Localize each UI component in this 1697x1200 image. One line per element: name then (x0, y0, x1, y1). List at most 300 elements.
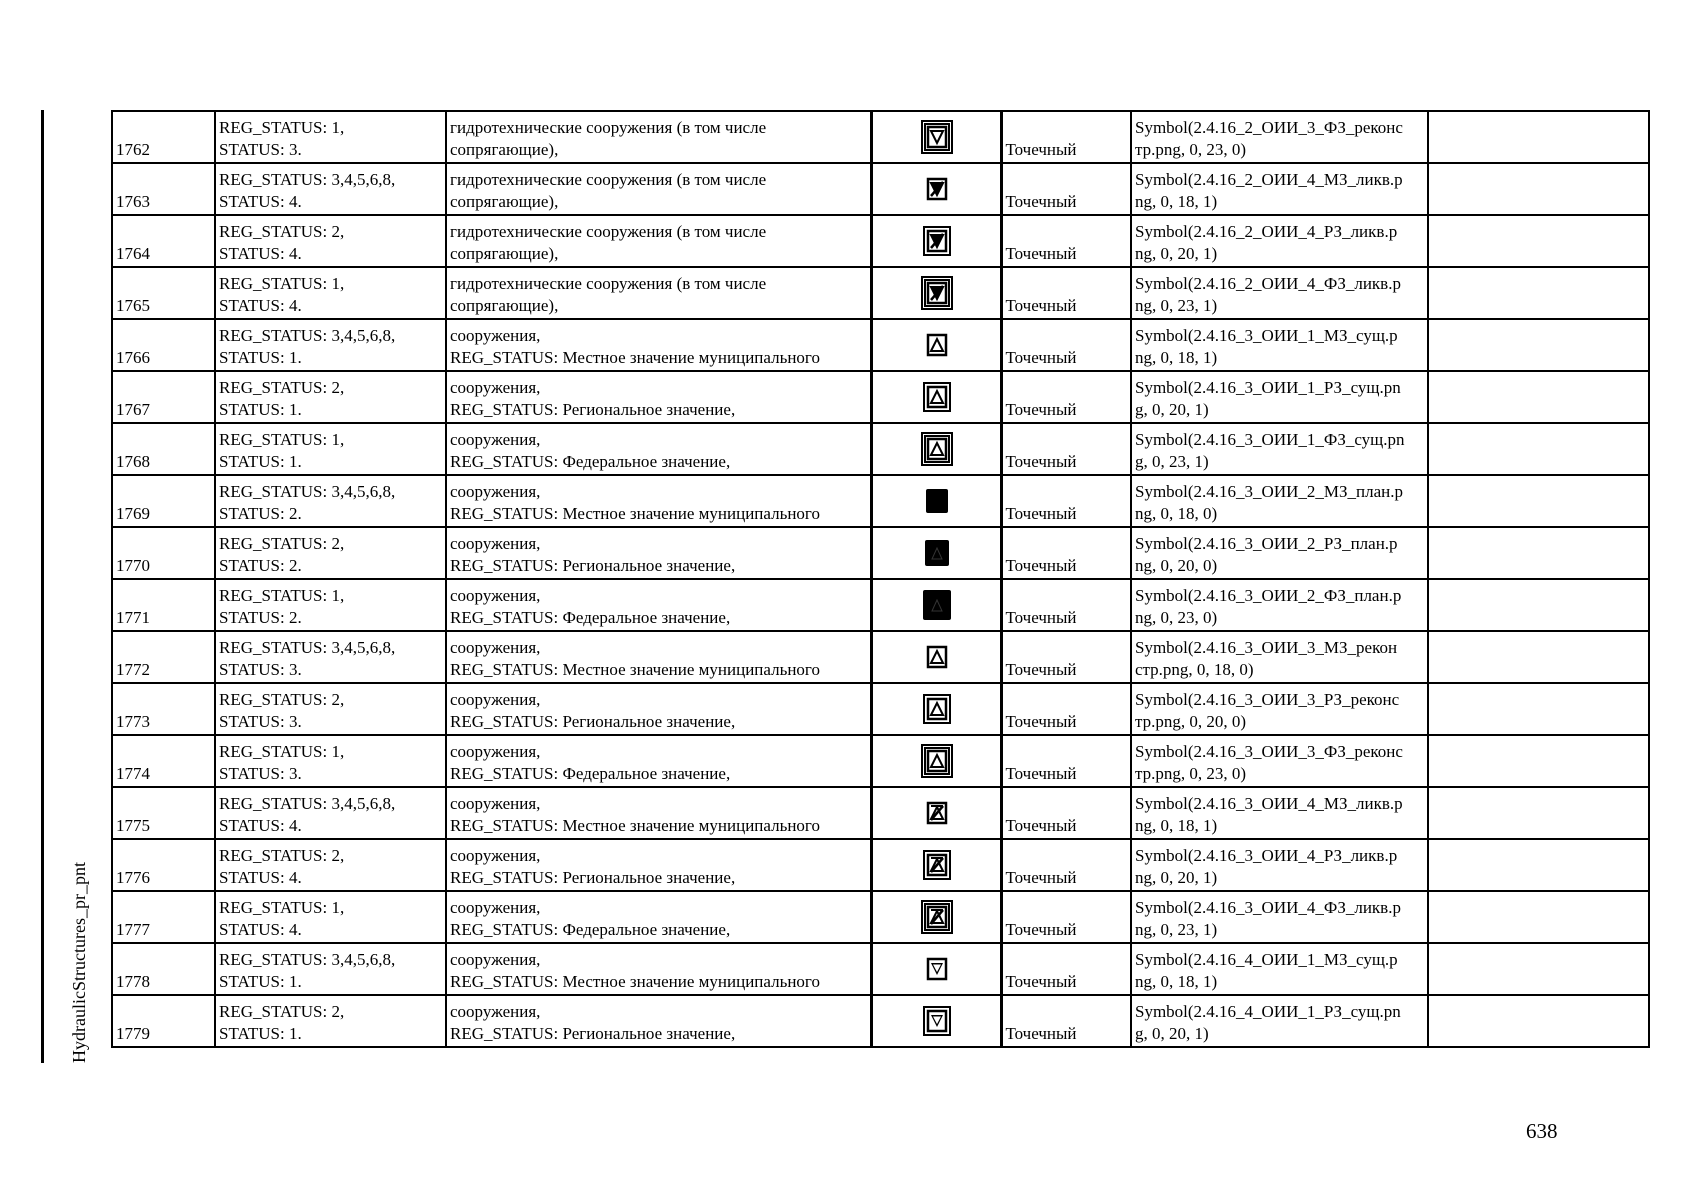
geometry-cell (1001, 215, 1131, 267)
geometry-cell (1001, 527, 1131, 579)
symbol-spec-line: ng, 0, 20, 0) (1135, 556, 1218, 575)
status-cell (215, 891, 446, 943)
geometry-type: Точечный (1005, 140, 1077, 159)
filled-square-federal-planned-icon (920, 587, 954, 623)
description-cell (446, 891, 871, 943)
reg-status-line: REG_STATUS: 3,4,5,6,8, (219, 638, 396, 657)
row-id-cell (112, 111, 215, 163)
row-id: 1762 (116, 140, 150, 159)
status-line: STATUS: 2. (219, 504, 302, 523)
empty-cell (1428, 371, 1649, 423)
status-cell (215, 475, 446, 527)
empty-cell (1428, 215, 1649, 267)
description-line: сооружения, (450, 690, 541, 709)
symbol-spec-line: ng, 0, 23, 0) (1135, 608, 1218, 627)
row-id: 1778 (116, 972, 150, 991)
symbol-spec-cell (1131, 423, 1428, 475)
status-cell (215, 319, 446, 371)
description-line: REG_STATUS: Федеральное значение, (450, 608, 731, 627)
symbol-spec-line: g, 0, 20, 1) (1135, 1024, 1209, 1043)
symbol-spec-line: Symbol(2.4.16_3_ОИИ_1_РЗ_сущ.pn (1135, 378, 1401, 397)
symbol-spec-line: ng, 0, 20, 1) (1135, 868, 1218, 887)
row-id-cell (112, 267, 215, 319)
empty-cell (1428, 423, 1649, 475)
symbol-cell (871, 163, 1001, 215)
status-cell (215, 215, 446, 267)
geometry-type: Точечный (1005, 244, 1077, 263)
status-cell (215, 839, 446, 891)
description-line: сооружения, (450, 1002, 541, 1021)
triangle-up-municipal-liquidation-icon (920, 795, 954, 831)
status-line: STATUS: 2. (219, 556, 302, 575)
symbol-spec-line: тр.png, 0, 23, 0) (1135, 764, 1247, 783)
symbol-cell (871, 735, 1001, 787)
geometry-cell (1001, 475, 1131, 527)
symbol-spec-cell (1131, 787, 1428, 839)
symbol-cell (871, 839, 1001, 891)
symbol-spec-line: ng, 0, 18, 1) (1135, 816, 1218, 835)
geometry-type: Точечный (1005, 452, 1077, 471)
geometry-type: Точечный (1005, 296, 1077, 315)
geometry-cell (1001, 787, 1131, 839)
symbol-spec-cell (1131, 371, 1428, 423)
layer-name-label: HydraulicStructures_pr_pnt (69, 862, 89, 1063)
symbol-cell (871, 943, 1001, 995)
geometry-cell (1001, 371, 1131, 423)
table-row (112, 995, 1649, 1047)
status-line: STATUS: 4. (219, 816, 302, 835)
reg-status-line: REG_STATUS: 3,4,5,6,8, (219, 482, 396, 501)
symbol-spec-cell (1131, 839, 1428, 891)
table-row (112, 631, 1649, 683)
triangle-up-municipal-existing-icon (920, 327, 954, 363)
symbol-cell (871, 371, 1001, 423)
status-line: STATUS: 4. (219, 868, 302, 887)
empty-cell (1428, 527, 1649, 579)
row-id-cell (112, 995, 215, 1047)
reg-status-line: REG_STATUS: 1, (219, 274, 345, 293)
status-line: STATUS: 1. (219, 348, 302, 367)
symbol-spec-line: Symbol(2.4.16_3_ОИИ_4_РЗ_ликв.p (1135, 846, 1398, 865)
symbol-spec-line: Symbol(2.4.16_2_ОИИ_4_ФЗ_ликв.p (1135, 274, 1401, 293)
status-cell (215, 579, 446, 631)
description-cell (446, 787, 871, 839)
symbol-cell (871, 215, 1001, 267)
status-line: STATUS: 1. (219, 1024, 302, 1043)
description-line: REG_STATUS: Региональное значение, (450, 1024, 736, 1043)
symbol-spec-line: Symbol(2.4.16_4_ОИИ_1_РЗ_сущ.pn (1135, 1002, 1401, 1021)
symbol-spec-line: Symbol(2.4.16_3_ОИИ_3_ФЗ_реконс (1135, 742, 1403, 761)
row-id-cell (112, 943, 215, 995)
description-cell (446, 371, 871, 423)
row-id-cell (112, 891, 215, 943)
reg-status-line: REG_STATUS: 2, (219, 222, 345, 241)
symbol-spec-line: ng, 0, 18, 1) (1135, 972, 1218, 991)
reg-status-line: REG_STATUS: 2, (219, 534, 345, 553)
triangle-up-regional-reconstruction-icon (920, 691, 954, 727)
status-cell (215, 527, 446, 579)
symbol-spec-line: Symbol(2.4.16_3_ОИИ_1_МЗ_сущ.p (1135, 326, 1398, 345)
geometry-type: Точечный (1005, 192, 1077, 211)
symbol-spec-cell (1131, 943, 1428, 995)
row-id: 1776 (116, 868, 150, 887)
status-cell (215, 735, 446, 787)
row-id: 1779 (116, 1024, 150, 1043)
status-line: STATUS: 3. (219, 764, 302, 783)
row-id: 1773 (116, 712, 150, 731)
geometry-type: Точечный (1005, 504, 1077, 523)
empty-cell (1428, 163, 1649, 215)
symbol-spec-cell (1131, 267, 1428, 319)
side-margin-rule (41, 110, 44, 1063)
reg-status-line: REG_STATUS: 3,4,5,6,8, (219, 170, 396, 189)
description-cell (446, 735, 871, 787)
symbol-spec-line: тр.png, 0, 23, 0) (1135, 140, 1247, 159)
status-line: STATUS: 1. (219, 452, 302, 471)
row-id-cell (112, 787, 215, 839)
symbol-spec-line: Symbol(2.4.16_3_ОИИ_4_МЗ_ликв.p (1135, 794, 1403, 813)
row-id-cell (112, 215, 215, 267)
status-line: STATUS: 4. (219, 920, 302, 939)
table-row (112, 839, 1649, 891)
empty-cell (1428, 319, 1649, 371)
symbol-cell (871, 475, 1001, 527)
symbol-spec-line: Symbol(2.4.16_3_ОИИ_2_МЗ_план.p (1135, 482, 1403, 501)
description-line: сооружения, (450, 482, 541, 501)
symbol-cell (871, 111, 1001, 163)
description-line: сопрягающие), (450, 192, 559, 211)
symbol-spec-line: тр.png, 0, 20, 0) (1135, 712, 1247, 731)
empty-cell (1428, 111, 1649, 163)
geometry-cell (1001, 163, 1131, 215)
symbol-spec-line: ng, 0, 18, 1) (1135, 348, 1218, 367)
triangle-down-federal-reconstruction-icon (920, 119, 954, 155)
description-line: сопрягающие), (450, 244, 559, 263)
status-line: STATUS: 4. (219, 244, 302, 263)
reg-status-line: REG_STATUS: 1, (219, 430, 345, 449)
status-cell (215, 995, 446, 1047)
geometry-cell (1001, 319, 1131, 371)
reg-status-line: REG_STATUS: 1, (219, 118, 345, 137)
description-line: REG_STATUS: Местное значение муниципального (450, 660, 820, 679)
symbol-cell (871, 527, 1001, 579)
description-cell (446, 163, 871, 215)
description-cell (446, 319, 871, 371)
geometry-type: Точечный (1005, 348, 1077, 367)
description-line: сооружения, (450, 534, 541, 553)
geometry-type: Точечный (1005, 816, 1077, 835)
reg-status-line: REG_STATUS: 2, (219, 378, 345, 397)
geometry-cell (1001, 839, 1131, 891)
geometry-cell (1001, 631, 1131, 683)
symbol-spec-line: Symbol(2.4.16_4_ОИИ_1_МЗ_сущ.p (1135, 950, 1398, 969)
empty-cell (1428, 891, 1649, 943)
description-line: REG_STATUS: Региональное значение, (450, 712, 736, 731)
status-line: STATUS: 3. (219, 660, 302, 679)
description-line: гидротехнические сооружения (в том числе (450, 118, 767, 137)
description-line: сопрягающие), (450, 140, 559, 159)
empty-cell (1428, 995, 1649, 1047)
description-line: гидротехнические сооружения (в том числе (450, 222, 767, 241)
symbol-table (111, 110, 1650, 1048)
geometry-type: Точечный (1005, 712, 1077, 731)
table-row (112, 735, 1649, 787)
description-cell (446, 683, 871, 735)
table-row (112, 111, 1649, 163)
symbol-spec-cell (1131, 579, 1428, 631)
row-id-cell (112, 319, 215, 371)
row-id: 1763 (116, 192, 150, 211)
description-line: REG_STATUS: Федеральное значение, (450, 920, 731, 939)
triangle-down-municipal-liquidation-icon (920, 171, 954, 207)
triangle-down-regional-liquidation-icon (920, 223, 954, 259)
symbol-spec-line: ng, 0, 18, 1) (1135, 192, 1218, 211)
reg-status-line: REG_STATUS: 2, (219, 690, 345, 709)
geometry-type: Точечный (1005, 660, 1077, 679)
reg-status-line: REG_STATUS: 1, (219, 898, 345, 917)
symbol-spec-cell (1131, 735, 1428, 787)
table-row (112, 267, 1649, 319)
description-cell (446, 423, 871, 475)
description-line: сооружения, (450, 326, 541, 345)
description-line: сооружения, (450, 794, 541, 813)
table-row (112, 371, 1649, 423)
status-line: STATUS: 4. (219, 296, 302, 315)
description-cell (446, 631, 871, 683)
symbol-cell (871, 683, 1001, 735)
description-line: REG_STATUS: Местное значение муниципального (450, 816, 820, 835)
symbol-spec-line: Symbol(2.4.16_3_ОИИ_2_ФЗ_план.p (1135, 586, 1402, 605)
row-id-cell (112, 163, 215, 215)
geometry-cell (1001, 683, 1131, 735)
symbol-spec-line: Symbol(2.4.16_3_ОИИ_4_ФЗ_ликв.p (1135, 898, 1401, 917)
description-cell (446, 475, 871, 527)
row-id-cell (112, 683, 215, 735)
table-row (112, 891, 1649, 943)
status-line: STATUS: 3. (219, 140, 302, 159)
empty-cell (1428, 631, 1649, 683)
symbol-cell (871, 891, 1001, 943)
description-line: REG_STATUS: Местное значение муниципального (450, 972, 820, 991)
symbol-cell (871, 995, 1001, 1047)
table-row (112, 527, 1649, 579)
symbol-cell (871, 319, 1001, 371)
row-id: 1771 (116, 608, 150, 627)
status-cell (215, 943, 446, 995)
description-line: REG_STATUS: Региональное значение, (450, 556, 736, 575)
geometry-type: Точечный (1005, 400, 1077, 419)
table-row (112, 319, 1649, 371)
triangle-up-municipal-reconstruction-icon (920, 639, 954, 675)
row-id: 1768 (116, 452, 150, 471)
description-cell (446, 111, 871, 163)
symbol-spec-cell (1131, 163, 1428, 215)
status-cell (215, 163, 446, 215)
description-cell (446, 527, 871, 579)
geometry-type: Точечный (1005, 868, 1077, 887)
description-line: сооружения, (450, 846, 541, 865)
status-cell (215, 267, 446, 319)
description-cell (446, 267, 871, 319)
geometry-type: Точечный (1005, 1024, 1077, 1043)
table-row (112, 423, 1649, 475)
row-id: 1772 (116, 660, 150, 679)
symbol-spec-line: Symbol(2.4.16_2_ОИИ_3_ФЗ_реконс (1135, 118, 1403, 137)
inverted-triangle-square-municipal-existing-icon (920, 951, 954, 987)
description-line: REG_STATUS: Местное значение муниципального (450, 504, 820, 523)
symbol-spec-cell (1131, 631, 1428, 683)
row-id-cell (112, 839, 215, 891)
reg-status-line: REG_STATUS: 3,4,5,6,8, (219, 326, 396, 345)
triangle-up-federal-liquidation-icon (920, 899, 954, 935)
symbol-spec-line: ng, 0, 20, 1) (1135, 244, 1218, 263)
description-line: REG_STATUS: Федеральное значение, (450, 764, 731, 783)
filled-square-regional-planned-icon (920, 535, 954, 571)
symbol-spec-line: Symbol(2.4.16_2_ОИИ_4_РЗ_ликв.p (1135, 222, 1398, 241)
triangle-up-regional-liquidation-icon (920, 847, 954, 883)
table-row (112, 215, 1649, 267)
symbol-spec-line: стр.png, 0, 18, 0) (1135, 660, 1254, 679)
page-number: 638 (1526, 1119, 1558, 1143)
row-id-cell (112, 735, 215, 787)
row-id: 1769 (116, 504, 150, 523)
symbol-spec-cell (1131, 995, 1428, 1047)
reg-status-line: REG_STATUS: 1, (219, 742, 345, 761)
symbol-spec-cell (1131, 215, 1428, 267)
table-row (112, 787, 1649, 839)
description-line: сооружения, (450, 950, 541, 969)
reg-status-line: REG_STATUS: 3,4,5,6,8, (219, 950, 396, 969)
symbol-spec-cell (1131, 319, 1428, 371)
status-line: STATUS: 3. (219, 712, 302, 731)
geometry-cell (1001, 995, 1131, 1047)
symbol-spec-line: g, 0, 23, 1) (1135, 452, 1209, 471)
inverted-triangle-square-regional-existing-icon (920, 1003, 954, 1039)
description-line: REG_STATUS: Местное значение муниципального (450, 348, 820, 367)
geometry-type: Точечный (1005, 556, 1077, 575)
geometry-type: Точечный (1005, 920, 1077, 939)
empty-cell (1428, 475, 1649, 527)
description-line: REG_STATUS: Федеральное значение, (450, 452, 731, 471)
row-id-cell (112, 371, 215, 423)
symbol-cell (871, 631, 1001, 683)
row-id: 1777 (116, 920, 150, 939)
status-line: STATUS: 4. (219, 192, 302, 211)
description-cell (446, 995, 871, 1047)
description-line: сопрягающие), (450, 296, 559, 315)
description-cell (446, 839, 871, 891)
row-id-cell (112, 527, 215, 579)
table-row (112, 163, 1649, 215)
symbol-spec-cell (1131, 891, 1428, 943)
empty-cell (1428, 839, 1649, 891)
status-line: STATUS: 2. (219, 608, 302, 627)
row-id: 1767 (116, 400, 150, 419)
description-line: сооружения, (450, 638, 541, 657)
description-line: гидротехнические сооружения (в том числе (450, 274, 767, 293)
row-id: 1770 (116, 556, 150, 575)
symbol-spec-line: ng, 0, 23, 1) (1135, 296, 1218, 315)
row-id-cell (112, 475, 215, 527)
table-row (112, 579, 1649, 631)
geometry-cell (1001, 735, 1131, 787)
geometry-cell (1001, 267, 1131, 319)
empty-cell (1428, 735, 1649, 787)
geometry-type: Точечный (1005, 764, 1077, 783)
row-id-cell (112, 631, 215, 683)
description-cell (446, 579, 871, 631)
status-cell (215, 111, 446, 163)
row-id: 1765 (116, 296, 150, 315)
row-id-cell (112, 423, 215, 475)
symbol-spec-line: Symbol(2.4.16_3_ОИИ_2_РЗ_план.p (1135, 534, 1398, 553)
symbol-spec-cell (1131, 527, 1428, 579)
row-id: 1775 (116, 816, 150, 835)
description-line: REG_STATUS: Региональное значение, (450, 868, 736, 887)
geometry-type: Точечный (1005, 608, 1077, 627)
empty-cell (1428, 943, 1649, 995)
status-cell (215, 371, 446, 423)
empty-cell (1428, 267, 1649, 319)
reg-status-line: REG_STATUS: 3,4,5,6,8, (219, 794, 396, 813)
symbol-spec-line: Symbol(2.4.16_3_ОИИ_3_РЗ_реконс (1135, 690, 1400, 709)
empty-cell (1428, 787, 1649, 839)
symbol-spec-line: Symbol(2.4.16_2_ОИИ_4_МЗ_ликв.p (1135, 170, 1403, 189)
geometry-cell (1001, 111, 1131, 163)
description-line: гидротехнические сооружения (в том числе (450, 170, 767, 189)
table-row (112, 943, 1649, 995)
description-cell (446, 943, 871, 995)
symbol-spec-cell (1131, 111, 1428, 163)
description-line: сооружения, (450, 378, 541, 397)
row-id: 1774 (116, 764, 150, 783)
geometry-cell (1001, 891, 1131, 943)
reg-status-line: REG_STATUS: 2, (219, 846, 345, 865)
empty-cell (1428, 579, 1649, 631)
description-line: REG_STATUS: Региональное значение, (450, 400, 736, 419)
geometry-cell (1001, 423, 1131, 475)
reg-status-line: REG_STATUS: 1, (219, 586, 345, 605)
row-id: 1764 (116, 244, 150, 263)
geometry-cell (1001, 943, 1131, 995)
status-line: STATUS: 1. (219, 972, 302, 991)
filled-square-municipal-planned-icon (920, 483, 954, 519)
description-cell (446, 215, 871, 267)
symbol-spec-cell (1131, 475, 1428, 527)
triangle-down-federal-liquidation-icon (920, 275, 954, 311)
reg-status-line: REG_STATUS: 2, (219, 1002, 345, 1021)
symbol-spec-line: ng, 0, 18, 0) (1135, 504, 1218, 523)
table-row (112, 683, 1649, 735)
symbol-spec-line: Symbol(2.4.16_3_ОИИ_3_МЗ_рекон (1135, 638, 1398, 657)
symbol-cell (871, 423, 1001, 475)
geometry-type: Точечный (1005, 972, 1077, 991)
status-cell (215, 787, 446, 839)
status-cell (215, 683, 446, 735)
symbol-spec-line: Symbol(2.4.16_3_ОИИ_1_ФЗ_сущ.pn (1135, 430, 1405, 449)
triangle-up-federal-existing-icon (920, 431, 954, 467)
symbol-cell (871, 787, 1001, 839)
status-cell (215, 423, 446, 475)
symbol-spec-line: ng, 0, 23, 1) (1135, 920, 1218, 939)
status-cell (215, 631, 446, 683)
symbol-spec-cell (1131, 683, 1428, 735)
triangle-up-regional-existing-icon (920, 379, 954, 415)
symbol-cell (871, 267, 1001, 319)
row-id: 1766 (116, 348, 150, 367)
symbol-spec-line: g, 0, 20, 1) (1135, 400, 1209, 419)
geometry-cell (1001, 579, 1131, 631)
